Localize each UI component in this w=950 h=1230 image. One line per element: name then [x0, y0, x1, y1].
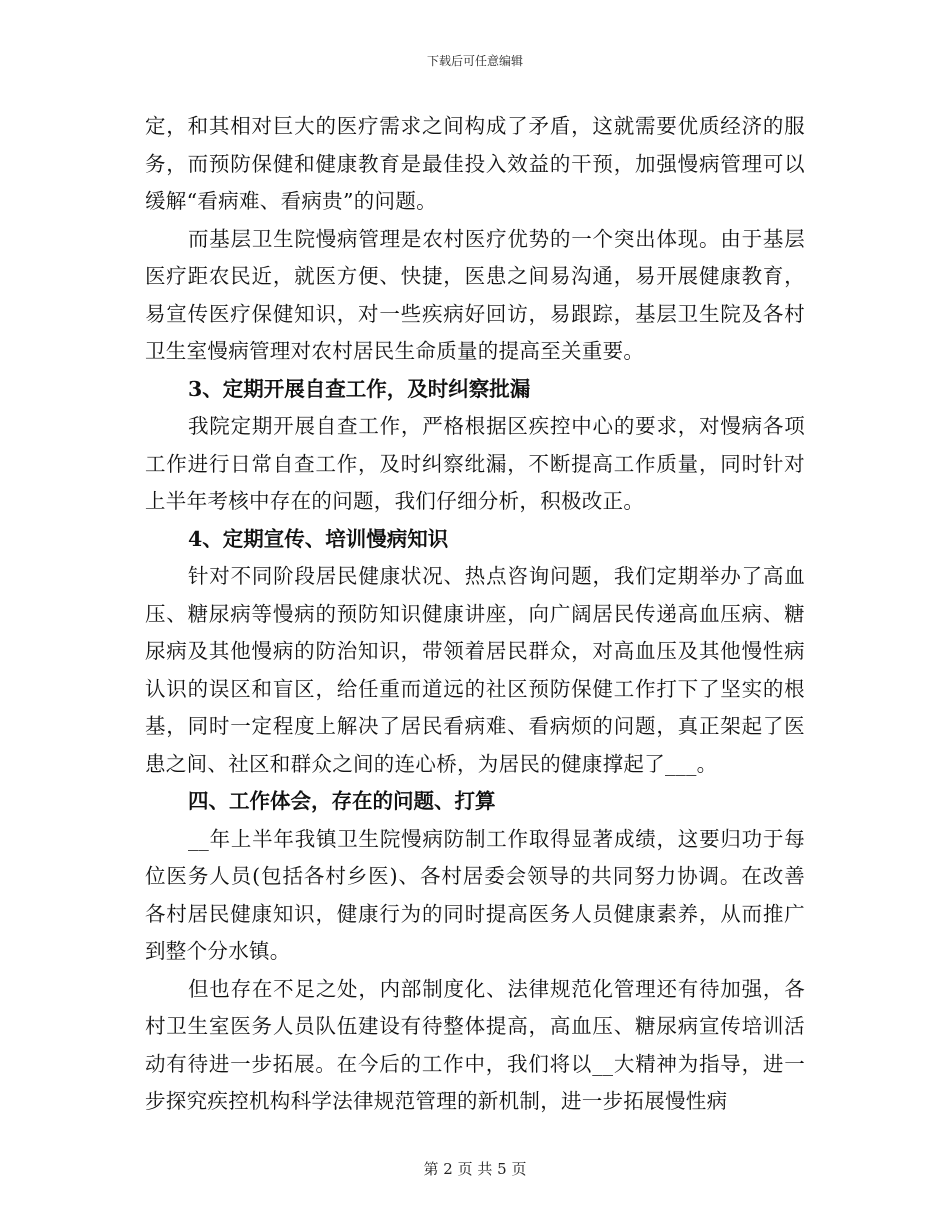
paragraph-5: __年上半年我镇卫生院慢病防制工作取得显著成绩，这要归功于每位医务人员(包括各村乡医)、各村居委会领导的共同努力协调。在改善各村居民健康知识，健康行为的同时提高医务人员健康素养，从而推广到整个分水镇。: [145, 826, 805, 963]
paragraph-3: 我院定期开展自查工作，严格根据区疾控中心的要求，对慢病各项工作进行日常自查工作，及时纠察纰漏，不断提高工作质量，同时针对上半年考核中存在的问题，我们仔细分析，积极改正。: [145, 414, 805, 513]
document-body: [145, 108, 805, 1121]
paragraph-1: 定，和其相对巨大的医疗需求之间构成了矛盾，这就需要优质经济的服务，而预防保健和健康教育是最佳投入效益的干预，加强慢病管理可以缓解“看病难、看病贵”的问题。: [145, 114, 805, 213]
page-header: 下载后可任意编辑: [426, 54, 523, 68]
page-footer: 第 2 页 共 5 页: [423, 1160, 527, 1178]
section-heading-4: 4、定期宣传、培训慢病知识: [188, 526, 449, 551]
paragraph-2: 而基层卫生院慢病管理是农村医疗优势的一个突出体现。由于基层医疗距农民近，就医方便、快捷，医患之间易沟通，易开展健康教育，易宣传医疗保健知识，对一些疾病好回访，易跟踪，基层卫生院及各村卫生室慢病管理对农村居民生命质量的提高至关重要。: [145, 226, 805, 363]
paragraph-6: 但也存在不足之处，内部制度化、法律规范化管理还有待加强，各村卫生室医务人员队伍建设有待整体提高，高血压、糖尿病宣传培训活动有待进一步拓展。在今后的工作中，我们将以__大精神为指导，进一步探究疾控机构科学法律规范管理的新机制，进一步拓展慢性病: [145, 976, 805, 1113]
section-heading-four: 四、工作体会，存在的问题、打算: [188, 789, 496, 813]
section-heading-3: 3、定期开展自查工作，及时纠察批漏: [188, 376, 531, 401]
paragraph-4: 针对不同阶段居民健康状况、热点咨询问题，我们定期举办了高血压、糖尿病等慢病的预防知识健康讲座，向广阔居民传递高血压病、糖尿病及其他慢病的防治知识，带领着居民群众，对高血压及其他慢性病认识的误区和盲区，给任重而道远的社区预防保健工作打下了坚实的根基，同时一定程度上解决了居民看病难、看病烦的问题，真正架起了医患之间、社区和群众之间的连心桥，为居民的健康撑起了___。: [145, 564, 805, 776]
